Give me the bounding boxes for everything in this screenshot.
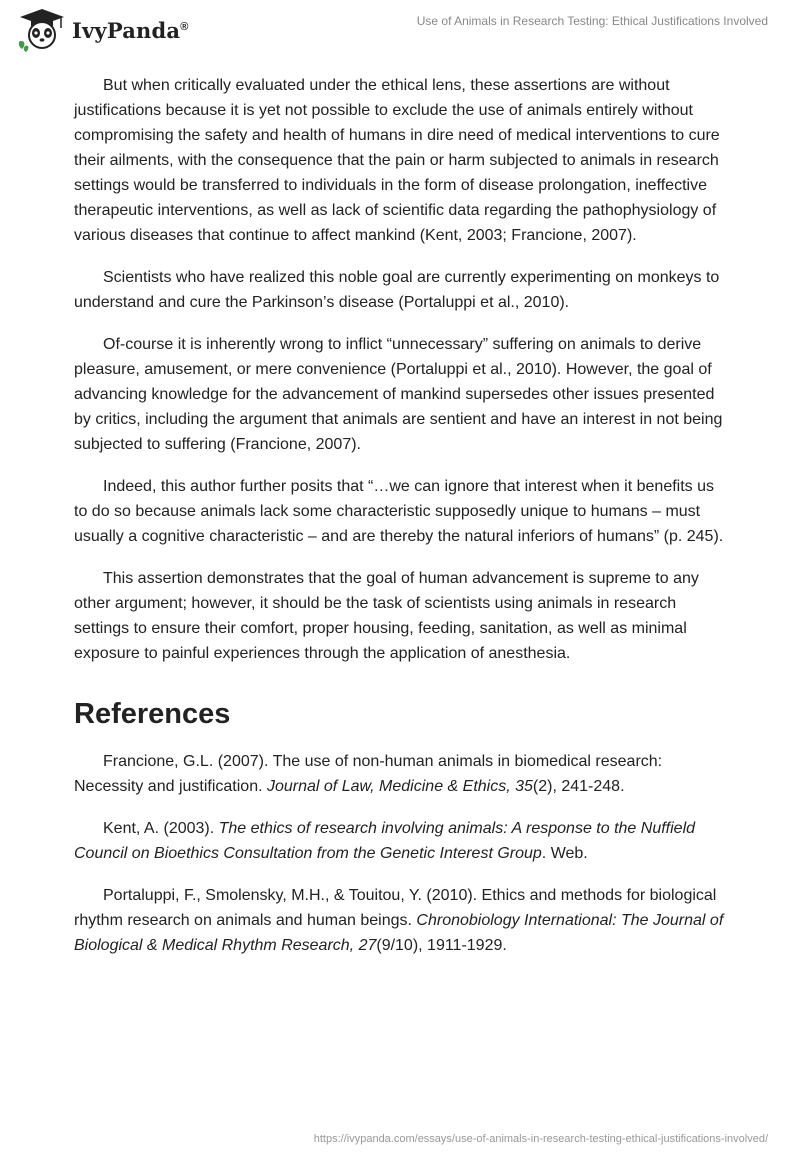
reference-item: Francione, G.L. (2007). The use of non-human animals in biomedical research: Necessity and justification. Journal of Law, Medicine & Ethics, 35(2), 241-248. <box>74 753 663 795</box>
body-paragraph: Of-course it is inherently wrong to inflict “unnecessary” suffering on animals to derive pleasure, amusement, or mere convenience (Portaluppi et al., 2010). However, the goal of advancing knowledge for the advancement of mankind supersedes other issues presented by critics, including the argument that animals are sentient and have an interest in not being subjected to suffering (Francione, 2007). <box>74 336 723 453</box>
footer-url[interactable]: https://ivypanda.com/essays/use-of-animals-in-research-testing-ethical-justifications-involved/ <box>313 1133 768 1145</box>
panda-graduate-icon <box>14 8 70 52</box>
ivypanda-logo[interactable] <box>14 8 189 52</box>
body-paragraph: But when critically evaluated under the ethical lens, these assertions are without justifications because it is yet not possible to exclude the use of animals entirely without compromising the safety and health of humans in dire need of medical interventions to cure their ailments, with the consequence that the pain or harm subjected to animals in research settings would be transferred to individuals in the form of disease prolongation, ineffective therapeutic interventions, as well as lack of scientific data regarding the pathophysiology of various diseases that continue to affect mankind (Kent, 2003; Francione, 2007). <box>74 77 720 244</box>
document-title: Use of Animals in Research Testing: Ethical Justifications Involved <box>416 14 768 28</box>
body-paragraph: Scientists who have realized this noble goal are currently experimenting on monkeys to understand and cure the Parkinson’s disease (Portaluppi et al., 2010). <box>74 269 720 311</box>
body-paragraph: Indeed, this author further posits that “…we can ignore that interest when it benefits us to do so because animals lack some characteristic supposedly unique to humans – must usually a cognitive characteristic – and are thereby the natural inferiors of humans” (p. 245). <box>74 478 724 545</box>
page-header <box>0 0 800 60</box>
logo-text: IvyPanda® <box>72 17 189 43</box>
references-heading: References <box>74 698 231 730</box>
essay-body <box>74 73 729 975</box>
body-paragraph: This assertion demonstrates that the goal of human advancement is supreme to any other argument; however, it should be the task of scientists using animals in research settings to ensure their comfort, proper housing, feeding, sanitation, as well as minimal exposure to painful experiences through the application of anesthesia. <box>74 570 699 662</box>
reference-item: Kent, A. (2003). The ethics of research involving animals: A response to the Nuffield Council on Bioethics Consultation from the Genetic Interest Group. Web. <box>74 820 696 862</box>
reference-item: Portaluppi, F., Smolensky, M.H., & Touitou, Y. (2010). Ethics and methods for biological rhythm research on animals and human beings. Chronobiology International: The Journal of Biological & Medical Rhythm Research, 27(9/10), 1911-1929. <box>74 887 724 954</box>
